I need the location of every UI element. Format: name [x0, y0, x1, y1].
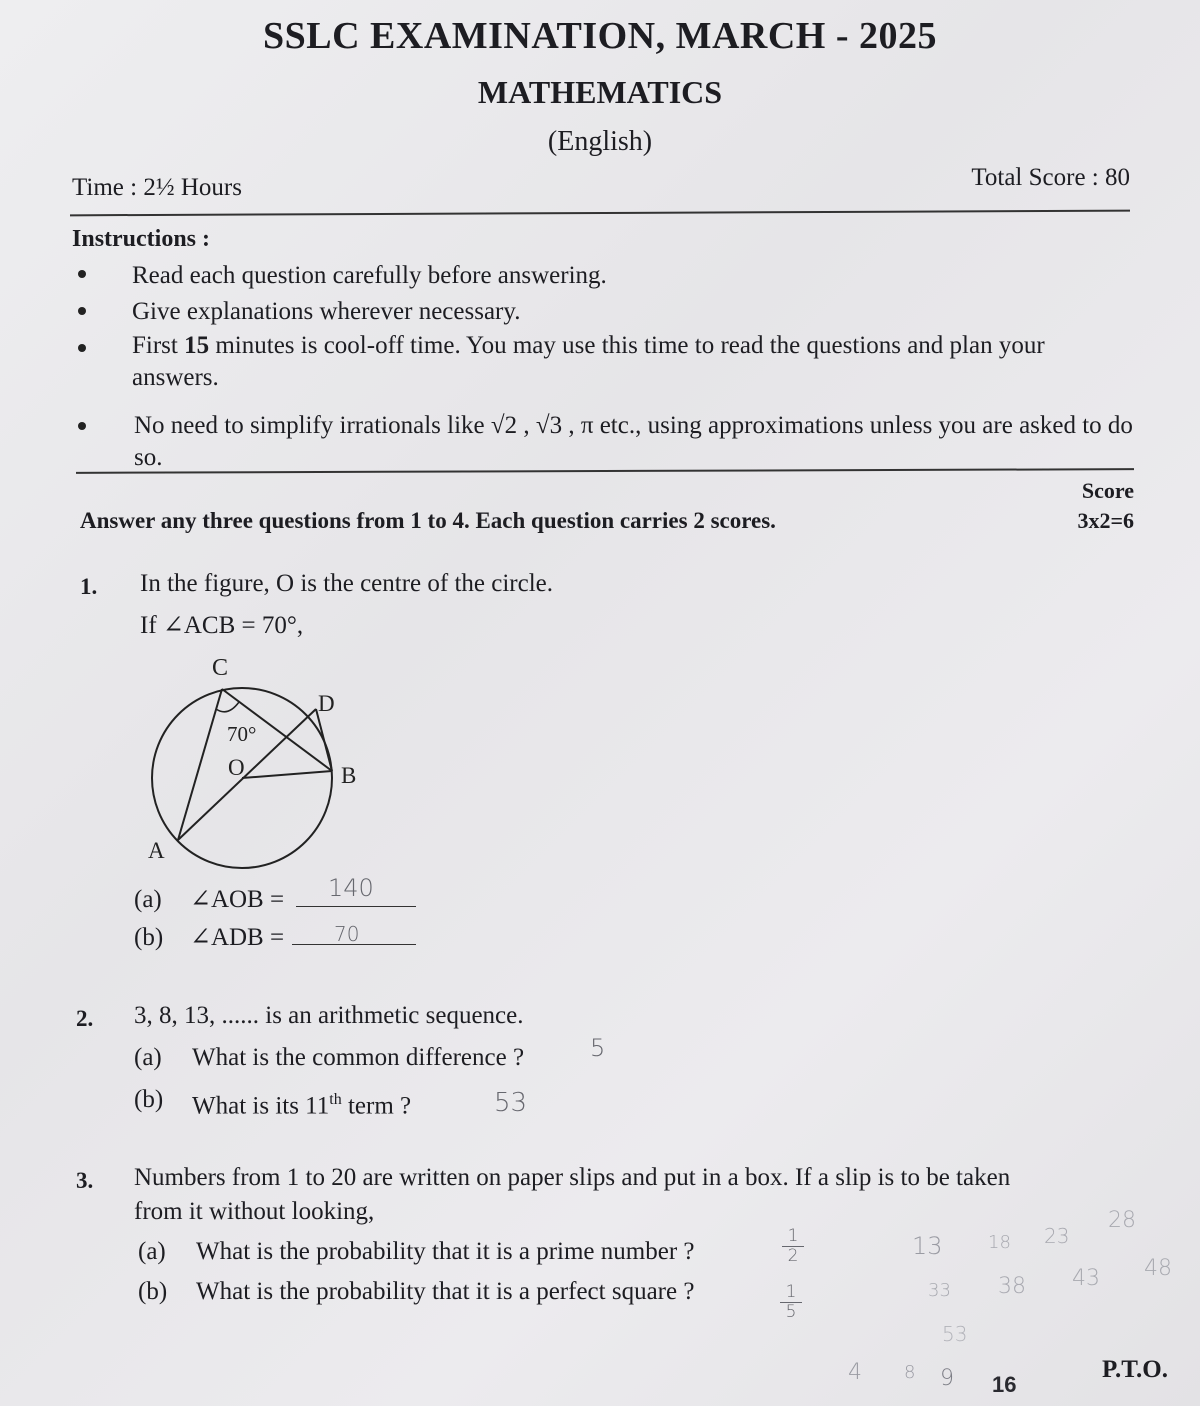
q1b-label: (b): [134, 924, 164, 951]
margin-note-28: 28: [1108, 1208, 1136, 1233]
bullet-3: [78, 344, 86, 352]
exam-title: SSLC EXAMINATION, MARCH - 2025: [262, 15, 938, 57]
language-label: (English): [547, 126, 653, 157]
label-C: C: [212, 655, 229, 681]
instruction-4-suffix: etc., using approximations unless you are asked to do so.: [134, 412, 1133, 471]
margin-note-18: 18: [988, 1232, 1011, 1253]
bottom-note-16: 16: [992, 1372, 1017, 1397]
q1a-handwritten-answer: 140: [328, 874, 374, 902]
score-value: 3x2=6: [1077, 508, 1134, 533]
q1-number: 1.: [80, 574, 98, 599]
q2a-text: What is the common difference ?: [192, 1044, 525, 1071]
q2-text: 3, 8, 13, ...... is an arithmetic sequence.: [134, 1002, 524, 1029]
margin-note-38: 38: [998, 1274, 1026, 1299]
q3b-text: What is the probability that it is a perfect square ?: [196, 1278, 695, 1305]
margin-note-33: 33: [928, 1280, 951, 1301]
q2b-label: (b): [134, 1086, 164, 1113]
bullet-4: [78, 422, 86, 430]
instructions-heading: Instructions :: [72, 226, 211, 252]
instruction-3: [132, 330, 1132, 394]
instruction-1: Read each question carefully before answering.: [132, 262, 607, 289]
q2a-handwritten-answer: 5: [590, 1034, 606, 1062]
q2b-superscript: th: [329, 1091, 342, 1108]
section-score: [1077, 476, 1134, 536]
q2b-text: [192, 1084, 411, 1122]
q1-text: In the figure, O is the centre of the circle.: [140, 570, 554, 597]
label-B: B: [341, 763, 357, 788]
bullet-2: [78, 307, 86, 315]
instruction-4-math: √2 , √3 , π: [490, 412, 594, 439]
q3-number: 3.: [76, 1168, 94, 1193]
q3a-answer-denominator: 2: [787, 1246, 799, 1266]
pto-label: P.T.O.: [1102, 1356, 1168, 1383]
q3-text-line1: Numbers from 1 to 20 are written on paper slips and put in a box. If a slip is to be taken: [134, 1164, 1011, 1191]
bottom-note-8: 8: [904, 1362, 916, 1383]
q3a-handwritten-answer: [782, 1228, 804, 1265]
q3a-label: (a): [138, 1238, 166, 1265]
bottom-note-4: 4: [848, 1360, 862, 1385]
instruction-2: Give explanations wherever necessary.: [132, 298, 521, 325]
bottom-note-9: 9: [940, 1366, 954, 1391]
q3a-answer-numerator: 1: [787, 1226, 799, 1246]
instruction-4-text: No need to simplify irrationals like: [134, 412, 485, 439]
angle-arc-C: [216, 702, 239, 712]
q3b-handwritten-answer: [780, 1284, 802, 1321]
q1-given: If ∠ACB = 70°,: [140, 612, 304, 639]
margin-note-53: 53: [942, 1322, 968, 1346]
q2b-text-pre: What is its 11: [192, 1092, 330, 1120]
header-divider: [70, 210, 1130, 216]
subject-title: MATHEMATICS: [477, 74, 723, 110]
margin-note-23: 23: [1044, 1224, 1070, 1248]
total-score-label: Total Score : 80: [971, 164, 1130, 191]
q1b-handwritten-answer: 70: [334, 922, 360, 946]
q3b-label: (b): [138, 1278, 168, 1305]
chord-CA: [178, 689, 222, 840]
q2b-handwritten-answer: 53: [494, 1088, 528, 1118]
q3a-text: What is the probability that it is a prime number ?: [196, 1238, 695, 1265]
label-D: D: [318, 691, 335, 716]
label-angle-70: 70°: [227, 722, 257, 746]
score-label: Score: [1081, 478, 1134, 503]
margin-note-48: 48: [1144, 1256, 1172, 1281]
time-label: Time : 2½ Hours: [72, 174, 242, 201]
q1b-text: ∠ADB =: [190, 924, 285, 951]
radius-OB: [242, 771, 332, 778]
instruction-4: [134, 410, 1134, 474]
instruction-3-minutes: 15: [184, 332, 210, 359]
label-O: O: [228, 755, 245, 780]
q1a-blank: [296, 906, 416, 907]
q2b-text-post: term ?: [341, 1092, 412, 1120]
bullet-1: [78, 270, 86, 278]
section-instruction: Answer any three questions from 1 to 4. Each question carries 2 scores.: [80, 508, 776, 533]
margin-note-43: 43: [1072, 1266, 1100, 1291]
q3b-answer-denominator: 5: [785, 1302, 797, 1322]
instruction-3-prefix: First: [132, 332, 178, 359]
circle-figure: [130, 655, 380, 880]
q3-text-line2: from it without looking,: [134, 1198, 375, 1225]
q1a-label: (a): [134, 886, 162, 913]
instruction-3-text: minutes is cool-off time. You may use this time to read the questions and plan your answers.: [132, 332, 1045, 391]
label-A: A: [148, 838, 165, 863]
q1a-text: ∠AOB =: [190, 886, 285, 913]
q2-number: 2.: [76, 1006, 94, 1031]
margin-note-13: 13: [912, 1232, 943, 1260]
q2a-label: (a): [134, 1044, 162, 1071]
q3b-answer-numerator: 1: [785, 1282, 797, 1302]
